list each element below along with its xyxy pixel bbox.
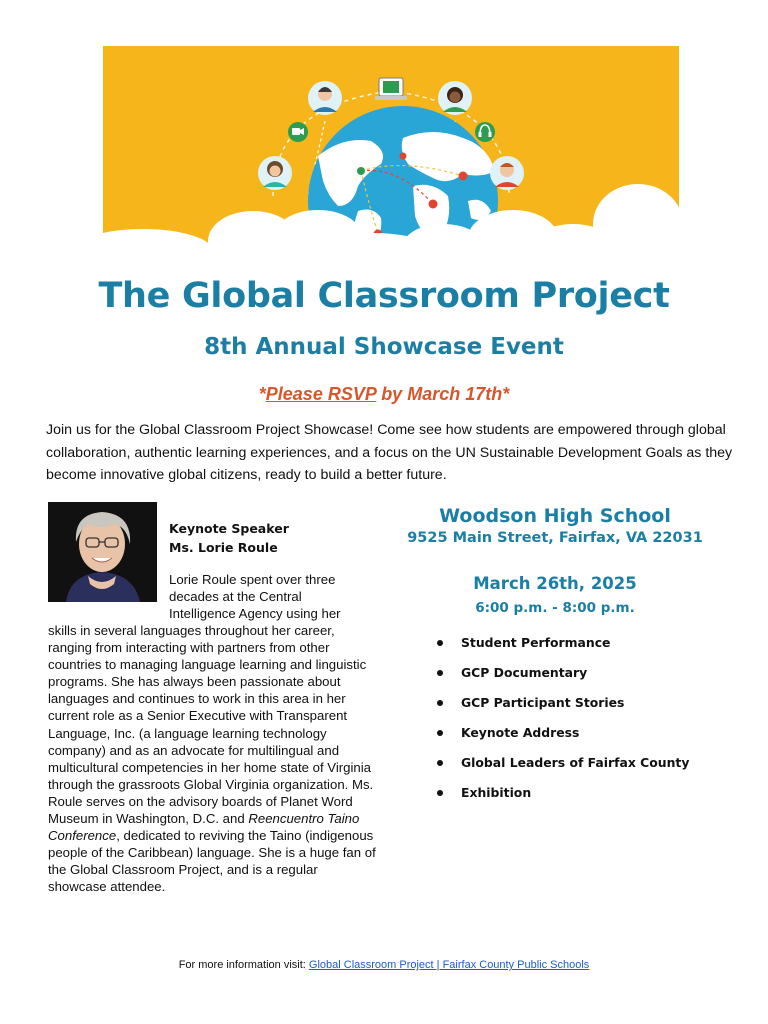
keynote-name: Ms. Lorie Roule (169, 540, 278, 555)
venue-name: Woodson High School (439, 505, 671, 527)
agenda-item-label: GCP Participant Stories (461, 695, 625, 710)
agenda-item (437, 634, 689, 664)
speaker-bio-italic: Reencuentro Taino Conference (48, 811, 360, 844)
fcps-link[interactable]: Global Classroom Project | Fairfax County Public Schools (308, 959, 590, 971)
agenda-item-label: Global Leaders of Fairfax County (461, 755, 690, 770)
footer-prefix: For more information visit: (178, 959, 309, 971)
bullet-icon (437, 790, 443, 796)
agenda-item-label: Keynote Address (461, 725, 580, 740)
rsvp-link[interactable]: Please RSVP (265, 384, 377, 404)
agenda-item (437, 724, 689, 754)
event-time: 6:00 p.m. - 8:00 p.m. (475, 600, 635, 616)
agenda-item-label: Exhibition (461, 785, 532, 800)
agenda-item (437, 754, 689, 784)
rsvp-prefix: * (258, 384, 266, 404)
bullet-icon (437, 760, 443, 766)
bullet-icon (437, 700, 443, 706)
laptop-book-icon (375, 78, 407, 100)
speaker-bio-intro: Lorie Roule spent over three decades at the Central Intelligence Agency using her (169, 572, 341, 622)
footer-info (0, 959, 768, 971)
rsvp-line (0, 384, 768, 405)
page-title: The Global Classroom Project (98, 276, 670, 316)
speaker-bio (48, 622, 378, 896)
video-camera-icon (288, 122, 308, 142)
keynote-role: Keynote Speaker (169, 521, 289, 536)
agenda-item-label: Student Performance (461, 635, 611, 650)
bullet-icon (437, 730, 443, 736)
agenda-list (437, 634, 689, 814)
rsvp-deadline: by March 17th* (376, 384, 510, 404)
venue-address: 9525 Main Street, Fairfax, VA 22031 (407, 530, 703, 546)
intro-paragraph: Join us for the Global Classroom Project Showcase! Come see how students are empowered through global collaboration, authentic learning experiences, and a focus on the UN Sustainable Development Goals as they become innovative global citizens, ready to build a better future. (46, 422, 733, 483)
agenda-item (437, 664, 689, 694)
agenda-item (437, 694, 689, 724)
speaker-bio-text-end: , dedicated to reviving the Taino (indigenous people of the Caribbean) language. She is a huge fan of the Global Classroom Project, and is a regular showcase attendee. (48, 828, 376, 895)
person-avatar-icon (490, 156, 524, 190)
event-date: March 26th, 2025 (473, 574, 637, 593)
agenda-item (437, 784, 689, 814)
speaker-bio-text: skills in several languages throughout her career, ranging from interacting with partners from other countries to managing language learning and linguistic programs. She has always been passionate about languages and continues to work in this area in her current role as a Senior Executive with Transparent Language, Inc. (a language learning technology company) and as an advocate for multilingual and multicultural competencies in her home state of Virginia through the grassroots Global Virginia organization. Ms. Roule serves on the advisory boards of Planet Word Museum in Washington, D.C. and (48, 623, 374, 827)
person-avatar-icon (308, 81, 342, 115)
event-subtitle: 8th Annual Showcase Event (204, 334, 564, 360)
speaker-photo (48, 502, 157, 602)
agenda-item-label: GCP Documentary (461, 665, 588, 680)
header-banner-illustration (103, 46, 679, 250)
headset-icon (475, 122, 495, 142)
person-avatar-icon (258, 156, 292, 190)
person-avatar-icon (438, 81, 472, 115)
bullet-icon (437, 640, 443, 646)
bullet-icon (437, 670, 443, 676)
